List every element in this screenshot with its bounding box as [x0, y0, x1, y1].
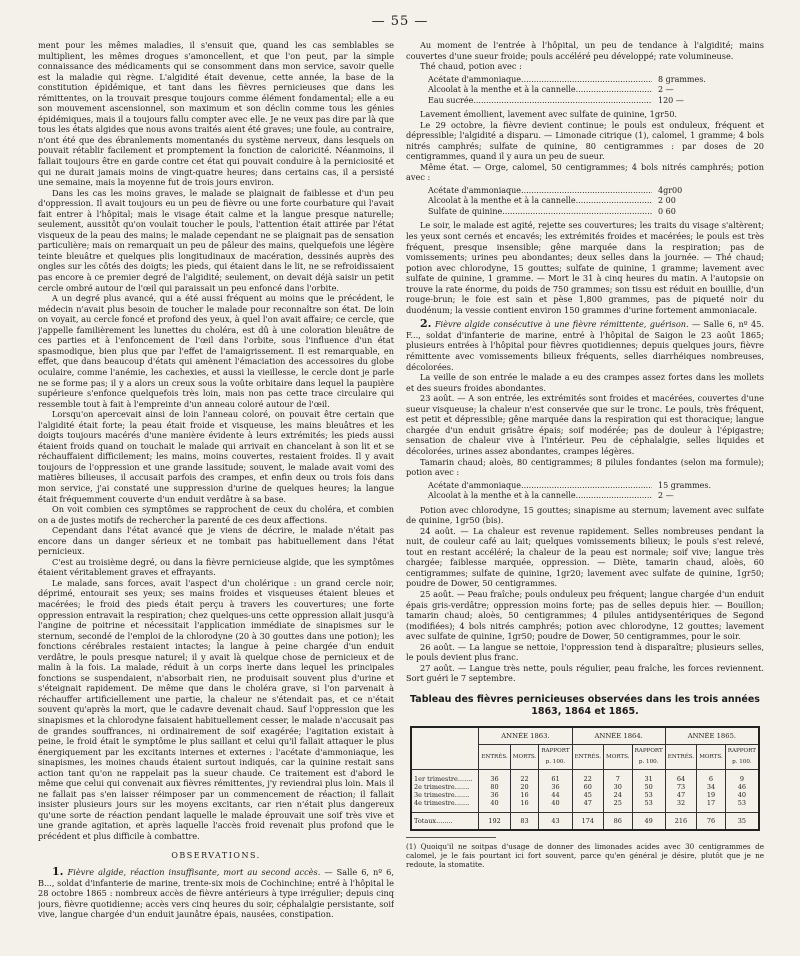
prescription-item: Acétate d'ammoniaque ..... 4gr00: [428, 186, 728, 197]
table-year-header: ANNÉE 1865.: [665, 727, 759, 745]
body-paragraph: Au moment de l'entrée à l'hôpital, un peu de tendance à l'algidité; mains couvertes d'une sueur froide; pouls accéléré peu développé; rate volumineuse.: [406, 40, 764, 61]
prescription-item: Alcoolat à la menthe et à la cannelle ..... 2 —: [428, 491, 728, 502]
body-paragraph: ment pour les mêmes maladies, il s'ensuit que, quand les cas semblables se multiplient, les mêmes drogues s'amoncellent, et que l'on peut, par la simple connaissance des médicaments qui se consomment dans mon service, savoir quelle est la maladie qui règne. L'algidité était devenue, cette année, la base de la constitution épidémique, et tant dans les fièvres pernicieuses que dans les rémittentes, on la trouvait presque toujours comme élément fondamental; elle a eu son mouvement ascensionnel, son maximum et son déclin comme tous les génies épidémiques, mais il a toujours fallu compter avec elle. Je ne veux pas dire par là que tous les états algides que nous avons traités aient été graves; une foule, au contraire, n'ont été que des ébranlements momentanés du système nerveux, dans lesquels on pouvait rétablir facilement et promptement la fonction de caloricité. Néanmoins, il fallait toujours être en garde contre cet état qui pouvait conduire à la perniciosité et qui ne durait jamais moins de vingt-quatre heures; dans certains cas, il a persisté une semaine, mais la moyenne fut de trois jours environ.: [38, 40, 394, 188]
left-column: [38, 40, 394, 940]
case-title: Fièvre algide, réaction insuffisante, mort au second accès.: [67, 867, 321, 878]
table-subheader: RAPPORT p. 100.: [725, 744, 759, 769]
table-total-cell: 35: [725, 812, 759, 830]
observations-heading: OBSERVATIONS.: [171, 850, 261, 860]
case-paragraph: [406, 319, 764, 372]
table-total-cell: 83: [510, 812, 539, 830]
case-number: 2.: [420, 317, 432, 331]
body-paragraph: Lorsqu'on apercevait ainsi de loin l'anneau coloré, on pouvait être certain que l'algidité était forte; la peau était froide et visqueuse, les mains bleuâtres et les doigts toujours macérés d'une manière évidente à leurs extrémités; les pieds aussi étaient froids quand on touchait le malade qui arrivait en chancelant à son lit et se réchauffaient difficilement; les mains, moins couvertes, restaient froides. Il y avait toujours de l'oppression et une grande lassitude; souvent, le malade avait vomi des matières bilieuses, il accusait parfois des crampes, et enfin deux ou trois fois dans mon service, j'ai constaté une suppression d'urine de quelques heures; la langue était fréquemment couverte d'un enduit verdâtre à sa base.: [38, 409, 394, 504]
table-total-cell: 86: [603, 812, 632, 830]
prescription-item: Acétate d'ammoniaque ..... 8 grammes.: [428, 75, 728, 86]
fevers-table: [410, 726, 760, 831]
table-title: Tableau des fièvres pernicieuses observées dans les trois années 1863, 1864 et 1865.: [410, 693, 760, 717]
table-total-cell: 174: [572, 812, 603, 830]
body-paragraph: Le soir, le malade est agité, rejette ses couvertures; les traits du visage s'altèrent; les yeux sont cernés et encavés; les extrémités froides et macérées; le pouls est très fréquent, presque insensible; gêne marquée dans la respiration; pas de vomissements; urines peu abondantes; deux selles dans la journée. — Thé chaud; potion avec chlorodyne, 15 gouttes; sulfate de quinine, 1 gramme; lavement avec sulfate de quinine, 1 gramme. — Mort le 31 à cinq heures du matin. A l'autopsie on trouve la rate énorme, du poids de 750 grammes; son tissu est réduit en bouillie, d'un rouge-brun; le foie est sain et pèse 1,800 grammes, pas de piqueté noir du duodénum; la vessie contient environ 150 grammes d'urine fortement ammoniacale.: [406, 220, 764, 315]
table-cell: 61 36 44 40: [539, 769, 572, 812]
footnote-rule: [406, 837, 496, 838]
body-paragraph: 27 août. — Langue très nette, pouls régulier, peau fraîche, les forces reviennent. Sort guéri le 7 septembre.: [406, 662, 764, 684]
table-cell: 36 80 36 40: [479, 769, 510, 812]
body-paragraph: La veille de son entrée le malade a eu des crampes assez fortes dans les mollets et des sueurs froides abondantes.: [406, 372, 764, 393]
table-subheader: RAPPORT p. 100.: [632, 744, 665, 769]
body-paragraph: On voit combien ces symptômes se rapprochent de ceux du choléra, et combien on a de justes motifs de rechercher la parenté de ces deux affections.: [38, 504, 394, 525]
body-paragraph: Le malade, sans forces, avait l'aspect d'un cholérique : un grand cercle noir, déprimé, entourait ses yeux; ses mains froides et visqueuses étaient bleues et macérées; le froid des pieds était perçu à travers les couvertures; une forte oppression entravait la respiration; chez quelques-uns cette oppression allait jusqu'à l'angine de poitrine et nécessitait l'application immédiate de sinapismes sur le sternum, secondé de l'emploi de la chlorodyne (20 à 30 gouttes dans une potion); les fonctions cérébrales restaient intactes; la langue à peine chargée d'un enduit verdâtre, le pouls presque naturel; il y avait là quelque chose de pernicieux et de malin à la fois. La malade, réduit à un corps inerte dans lequel les principales fonctions se suspendaient, n'absorbait rien, ne produisait souvent plus d'urine et s'éteignait rapidement. De même que dans le choléra grave, si l'on parvenait à réchauffer artificiellement une partie, la chaleur ne s'étendait pas, et ce n'était souvent qu'après la mort, que le cadavre devenait chaud. Sauf l'oppression que les sinapismes et la chlorodyne faisaient habituellement cesser, le malade n'accusait pas de grandes souffrances, ni ordinairement de soif exagérée; l'agitation existait à peine, le froid était le symptôme le plus saillant et celui qu'il fallait attaquer le plus énergiquement par les excitants internes et externes : l'acétate d'ammoniaque, les sinapismes, les moines chauds étaient surtout indiqués, car la quinine restait sans action tant qu'on ne rappelait pas la sueur chaude. Ce traitement est d'abord le même que celui qui convenait aux fièvres rémittentes, j'y reviendrai plus loin. Mais il ne fallait pas s'en laisser réimposer par un commencement de réaction; il fallait insister plusieurs jours sur les moyens excitants, car rien n'était plus dangereux qu'une sorte de réaction pendant laquelle le malade éprouvait une soif très vive et une grande agitation, et après laquelle l'accès froid revenait plus profond que le précédent et plus difficile à combattre.: [38, 577, 394, 842]
table-corner: [411, 727, 479, 770]
table-subheader: ENTRÉS.: [572, 744, 603, 769]
body-paragraph: 24 août. — La chaleur est revenue rapidement. Selles nombreuses pendant la nuit, de couleur café au lait; quelques vomissements bilieux; le pouls s'est relevé, tout en restant accéléré; la chaleur de la peau est normale; soif vive; langue très chargée; faiblesse marquée, oppression. — Diète, tamarin chaud, aloès, 60 centigrammes; sulfate de quinine, 1gr20; lavement avec sulfate de quinine, 1gr50; poudre de Dower, 50 centigrammes.: [406, 525, 764, 589]
body-paragraph: Dans les cas les moins graves, le malade se plaignait de faiblesse et d'un peu d'oppression. Il avait toujours eu un peu de fièvre ou une forte courbature qui l'avait fait entrer à l'hôpital; mais le visage était calme et la langue presque naturelle; seulement, aussitôt qu'on voulait toucher le pouls, l'attention était attirée par l'état visqueux de la peau des mains; le malade cependant ne se plaignait pas de sensation particulière; mais on remarquait un peu de pâleur des mains, quelquefois une légère teinte bleuâtre et quelques plis longitudinaux de macération, dessinés auprès des ongles sur les côtés des doigts; les pieds, qui étaient dans le lit, ne se refroidissaient pas encore à ce premier degré de l'algidité; seulement, on devait déjà saisir un petit cercle ombré autour de l'œil qui paraissait un peu enfoncé dans l'orbite.: [38, 187, 394, 293]
body-paragraph: Cependant dans l'état avancé que je viens de décrire, le malade n'était pas encore dans un danger sérieux et ne tombait pas habituellement dans l'état pernicieux.: [38, 525, 394, 557]
body-paragraph: A un degré plus avancé, qui a été aussi fréquent au moins que le précédent, le médecin n'avait plus besoin de toucher le malade pour reconnaître son état. De loin on voyait, au cercle foncé et profond des yeux, à quel l'on avait affaire; ce cercle, que j'appelle familièrement les lunettes du choléra, est dû à une coloration bleuâtre de ces parties et à l'enfoncement de l'œil dans l'orbite, sous l'influence d'un état spasmodique, bien plus que par l'effet de l'amaigrissement. Il est remarquable, en effet, que dans beaucoup d'états qui amènent l'émaciation des accessoires du globe oculaire, comme l'anémie, les cachexies, et aussi la vieillesse, le cercle dont je parle ne se forme pas; il y a alors un creux sous la voûte orbitaire dans lequel la paupière supérieure s'enfonce quelquefois très loin, mais non pas cette trace circulaire qui ressemble tout à fait à l'empreinte d'un anneau coloré autour de l'œil.: [38, 293, 394, 409]
prescription-list: [428, 186, 728, 218]
body-paragraph: Tamarin chaud; aloès, 80 centigrammes; 8 pilules fondantes (selon ma formule); potion avec :: [406, 456, 764, 478]
body-paragraph: Lavement émollient, lavement avec sulfate de quinine, 1gr50.: [420, 109, 678, 120]
table-totals-label: Totaux........: [411, 812, 479, 830]
case-text: — Salle 6, nº 6, B..., soldat d'infanterie de marine, trente-six mois de Cochinchine; entré à l'hôpital le 28 octobre 1865 : nombreux accès de fièvre antérieurs à type irrégulier; depuis cinq jours, fièvre quotidienne; accès vers cinq heures du soir, céphalalgie persistante, soif vive, langue chargée d'un enduit jaunâtre épais, nausées, constipation.: [38, 867, 394, 920]
table-subheader: MORTS.: [510, 744, 539, 769]
right-column: [406, 40, 764, 940]
table-row-labels: 1er trimestre....... 2e trimestre....... 3e trimestre....... 4e trimestre.......: [411, 769, 479, 812]
table-cell: 64 73 47 32: [665, 769, 696, 812]
table-subheader: MORTS.: [697, 744, 726, 769]
table-total-cell: 76: [697, 812, 726, 830]
table-subheader: MORTS.: [603, 744, 632, 769]
prescription-item: Eau sucrée ..... 120 —: [428, 96, 728, 107]
body-paragraph: Le 29 octobre, la fièvre devient continue; le pouls est onduleux, fréquent et dépressible; l'algidité a disparu. — Limonade citrique (1), calomel, 1 gramme; 4 bols nitrés camphrés; sulfate de quinine, 80 centigrammes : par doses de 20 centigrammes, quand il y aura un peu de sueur.: [406, 119, 764, 162]
prescription-list: [428, 75, 728, 107]
table-cell: 31 50 53 53: [632, 769, 665, 812]
table-total-cell: 49: [632, 812, 665, 830]
table-total-cell: 192: [479, 812, 510, 830]
table-cell: 6 34 19 17: [697, 769, 726, 812]
table-subheader: RAPPORT p. 100.: [539, 744, 572, 769]
table-cell: 22 20 16 16: [510, 769, 539, 812]
table-year-header: ANNÉE 1863.: [479, 727, 572, 745]
page-number: — 55 —: [371, 14, 429, 29]
body-paragraph: 26 août. — La langue se nettoie, l'oppression tend à disparaître; plusieurs selles, le pouls devient plus franc.: [406, 641, 764, 663]
case-text: — Salle 6, nº 45. F..., soldat d'infanterie de marine, entré à l'hôpital de Saigon le 23 août 1865; plusieurs entrées à l'hôpital pour fièvres quotidiennes; depuis quelques jours, fièvre rémittente avec vomissements bilieux fréquents, selles diarrhéiques nombreuses, décolorées.: [406, 319, 764, 372]
prescription-item: Acétate d'ammoniaque ..... 15 grammes.: [428, 481, 728, 492]
table-subheader: ENTRÉS.: [479, 744, 510, 769]
prescription-list: [428, 481, 728, 502]
table-year-header: ANNÉE 1864.: [572, 727, 665, 745]
footnote: (1) Quoiqu'il ne soitpas d'usage de donner des limonades acides avec 30 centigrammes de calomel, je le fais pourtant ici fort souvent, parce qu'en général je désire, plutôt que je ne redoute, la stomatite.: [406, 841, 764, 869]
case-paragraph: [38, 867, 394, 920]
table-total-cell: 43: [539, 812, 572, 830]
body-paragraph: C'est au troisième degré, ou dans la fièvre pernicieuse algide, que les symptômes étaient véritablement graves et effrayants.: [38, 556, 394, 578]
table-cell: 9 46 40 53: [725, 769, 759, 812]
case-title: Fièvre algide consécutive à une fièvre rémittente, guérison.: [434, 319, 689, 330]
table-subheader: ENTRÉS.: [665, 744, 696, 769]
body-paragraph: Thé chaud, potion avec :: [420, 61, 522, 72]
prescription-item: Sulfate de quinine ..... 0 60: [428, 207, 728, 218]
prescription-item: Alcoolat à la menthe et à la cannelle ..... 2 00: [428, 196, 728, 207]
body-paragraph: Potion avec chlorodyne, 15 gouttes; sinapisme au sternum; lavement avec sulfate de quinine, 1gr50 (bis).: [406, 504, 764, 526]
table-cell: 22 60 45 47: [572, 769, 603, 812]
prescription-item: Alcoolat à la menthe et à la cannelle ..... 2 —: [428, 85, 728, 96]
body-paragraph: 25 août. — Peau fraîche; pouls onduleux peu fréquent; langue chargée d'un enduit épais gris-verdâtre; oppression moins forte; pas de selles depuis hier. — Bouillon; tamarin chaud; aloès, 50 centigrammes; 4 pilules antidysentériques de Segond (modifiées); 4 bols nitrés camphrés; potion avec chlorodyne, 12 gouttes; lavement avec sulfate de quinine, 1gr50; poudre de Dower, 50 centigrammes, pour le soir.: [406, 588, 764, 642]
case-number: 1.: [52, 865, 64, 879]
table-cell: 7 30 24 25: [603, 769, 632, 812]
table-total-cell: 216: [665, 812, 696, 830]
body-paragraph: Même état. — Orge, calomel, 50 centigrammes; 4 bols nitrés camphrés; potion avec :: [406, 161, 764, 183]
body-paragraph: 23 août. — A son entrée, les extrémités sont froides et macérées, couvertes d'une sueur visqueuse; la chaleur n'est conservée que sur le tronc. Le pouls, très fréquent, est petit et dépressible; gêne marquée dans la respiration qui est thoracique; langue chargée d'un enduit grisâtre épais; soif modérée; pas de douleur à l'épigastre; sensation de chaleur vive à l'intérieur. Peu de céphalalgie, selles liquides et décolorées, urines assez abondantes, crampes légères.: [406, 393, 764, 456]
